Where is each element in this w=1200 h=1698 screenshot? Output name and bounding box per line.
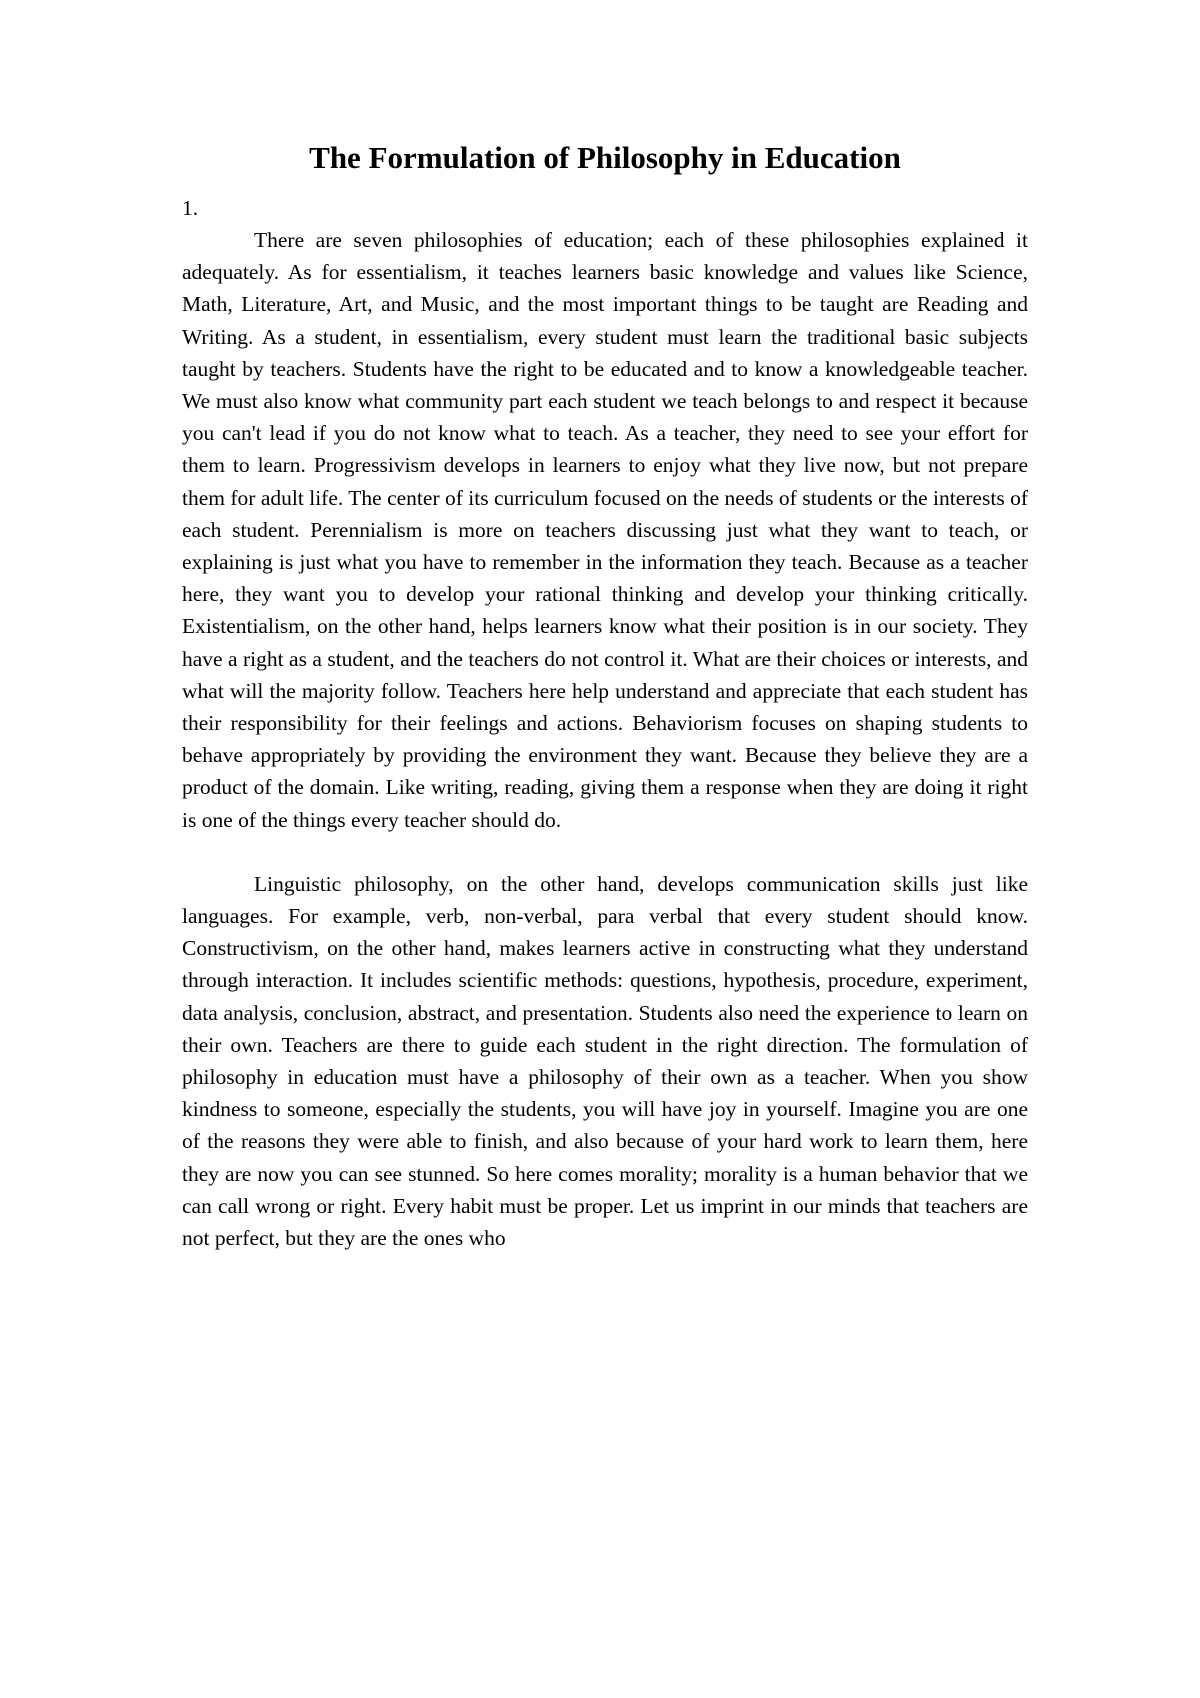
paragraph-linguistic: Linguistic philosophy, on the other hand, develops communication skills just like languages. For example, verb, non-verbal, para verbal that every student should know. Constructivism, on the other hand, makes learners active in constructing what they understand through interaction. It includes scientific methods: questions, hypothesis, procedure, experiment, data analysis, conclusion, abstract, and presentation. Students also need the experience to learn on their own. Teachers are there to guide each student in the right direction. The formulation of philosophy in education must have a philosophy of their own as a teacher. When you show kindness to someone, especially the students, you will have joy in yourself. Imagine you are one of the reasons they were able to finish, and also because of your hard work to learn them, here they are now you can see stunned. So here comes morality; morality is a human behavior that we can call wrong or right. Every habit must be proper. Let us imprint in our minds that teachers are not perfect, but they are the ones who — [182, 871, 1028, 1251]
paragraph-philosophies: There are seven philosophies of education; each of these philosophies explained it adequately. As for essentialism, it teaches learners basic knowledge and values like Science, Math, Literature, Art, and Music, and the most important things to be taught are Reading and Writing. As a student, in essentialism, every student must learn the traditional basic subjects taught by teachers. Students have the right to be educated and to know a knowledgeable teacher. We must also know what community part each student we teach belongs to and respect it because you can't lead if you do not know what to teach. As a teacher, they need to see your effort for them to learn. Progressivism develops in learners to enjoy what they live now, but not prepare them for adult life. The center of its curriculum focused on the needs of students or the interests of each student. Perennialism is more on teachers discussing just what they want to teach, or explaining is just what you have to remember in the information they teach. Because as a teacher here, they want you to develop your rational thinking and develop your thinking critically. Existentialism, on the other hand, helps learners know what their position is in our society. They have a right as a student, and the teachers do not control it. What are their choices or interests, and what will the majority follow. Teachers here help understand and appreciate that each student has their responsibility for their feelings and actions. Behaviorism focuses on shaping students to behave appropriately by providing the environment they want. Because they believe they are a product of the domain. Like writing, reading, giving them a response when they are doing it right is one of the things every teacher should do. — [182, 228, 1028, 832]
document-title: The Formulation of Philosophy in Education — [309, 140, 901, 175]
document-body — [182, 138, 1028, 1254]
section-number: 1. — [182, 196, 199, 220]
